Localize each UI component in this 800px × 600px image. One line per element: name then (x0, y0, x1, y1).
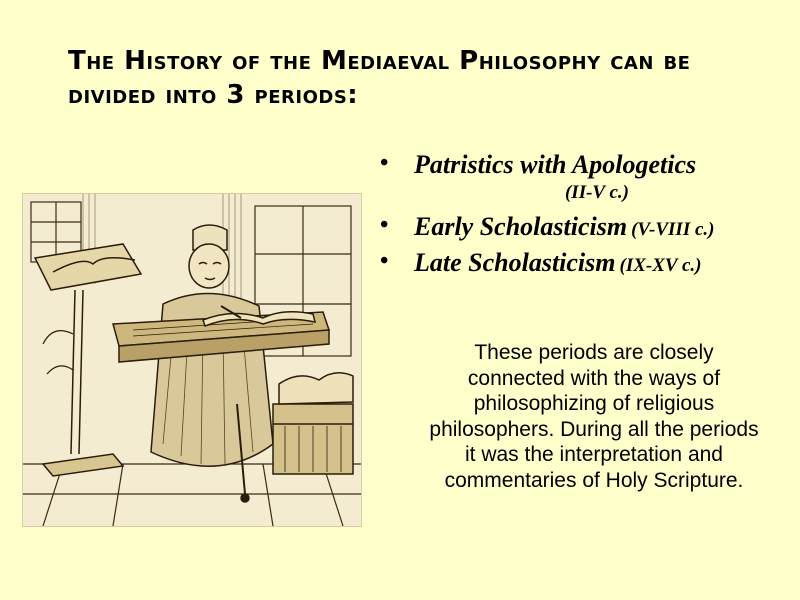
period-name: Early Scholasticism (414, 212, 628, 241)
period-range: (V-VIII c.) (631, 219, 715, 240)
woodcut-illustration-icon (23, 194, 361, 526)
slide-title: The History of the Mediaeval Philosophy can be divided into 3 periods: (68, 46, 691, 110)
bullet-icon: • (380, 248, 389, 274)
period-range: (II-V c.) (564, 182, 630, 203)
description-text: These periods are closely connected with the ways of philosophizing of religious philosophers. During all the periods it was the interpretation and commentaries of Holy Scripture. (429, 341, 759, 492)
bullet-icon: • (380, 212, 389, 238)
periods-list (380, 150, 780, 278)
bullet-icon: • (380, 150, 389, 176)
period-range: (IX-XV c.) (619, 255, 702, 276)
list-item (380, 248, 780, 278)
list-item (380, 150, 780, 204)
period-name: Late Scholasticism (414, 248, 616, 277)
monk-scholar-woodcut-image (22, 193, 362, 527)
list-item (380, 212, 780, 242)
period-name: Patristics with Apologetics (414, 150, 697, 179)
